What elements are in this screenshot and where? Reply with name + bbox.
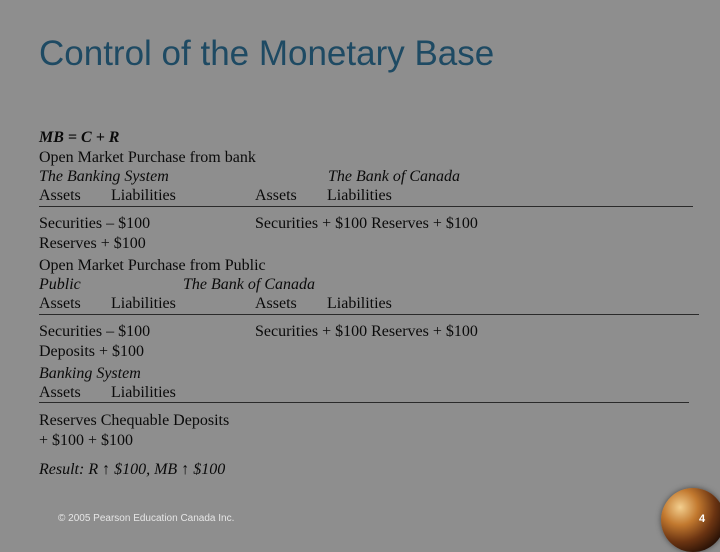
globe-icon (661, 488, 720, 552)
reserves-plus: Reserves + $100 (39, 235, 146, 252)
t-account-header-assets: Assets (255, 187, 297, 204)
omp-public-heading: Open Market Purchase from Public (39, 257, 266, 274)
boc-securities-reserves-row: Securities + $100 Reserves + $100 (255, 323, 478, 340)
reserves-chequable-deposits: Reserves Chequable Deposits (39, 412, 230, 429)
boc-securities-reserves-row: Securities + $100 Reserves + $100 (255, 215, 478, 232)
t-account-rule (39, 314, 699, 315)
t-account-rule (39, 402, 689, 403)
plus-100-row: + $100 + $100 (39, 432, 134, 449)
public-label: Public (39, 276, 81, 293)
securities-minus: Securities – $100 (39, 215, 151, 232)
t-account-header-liabilities: Liabilities (327, 295, 392, 312)
page-number: 4 (699, 513, 706, 525)
t-account-header-assets: Assets (39, 295, 81, 312)
deposits-plus: Deposits + $100 (39, 343, 145, 360)
copyright-footer: © 2005 Pearson Education Canada Inc. (58, 513, 235, 524)
mb-equation: MB = C + R (39, 129, 120, 146)
slide-title: Control of the Monetary Base (39, 34, 495, 73)
t-account-header-liabilities: Liabilities (327, 187, 392, 204)
t-account-header-liabilities: Liabilities (111, 187, 176, 204)
t-account-header-assets: Assets (39, 384, 81, 401)
t-account-header-liabilities: Liabilities (111, 295, 176, 312)
t-account-rule (39, 206, 693, 207)
result-line: Result: R ↑ $100, MB ↑ $100 (39, 461, 226, 478)
omp-bank-heading: Open Market Purchase from bank (39, 149, 256, 166)
t-account-header-assets: Assets (255, 295, 297, 312)
banking-system-label: The Banking System (39, 168, 169, 185)
t-account-header-assets: Assets (39, 187, 81, 204)
bank-of-canada-label: The Bank of Canada (328, 168, 460, 185)
bank-of-canada-label: The Bank of Canada (183, 276, 315, 293)
banking-system-label: Banking System (39, 365, 141, 382)
securities-minus: Securities – $100 (39, 323, 151, 340)
t-account-header-liabilities: Liabilities (111, 384, 176, 401)
